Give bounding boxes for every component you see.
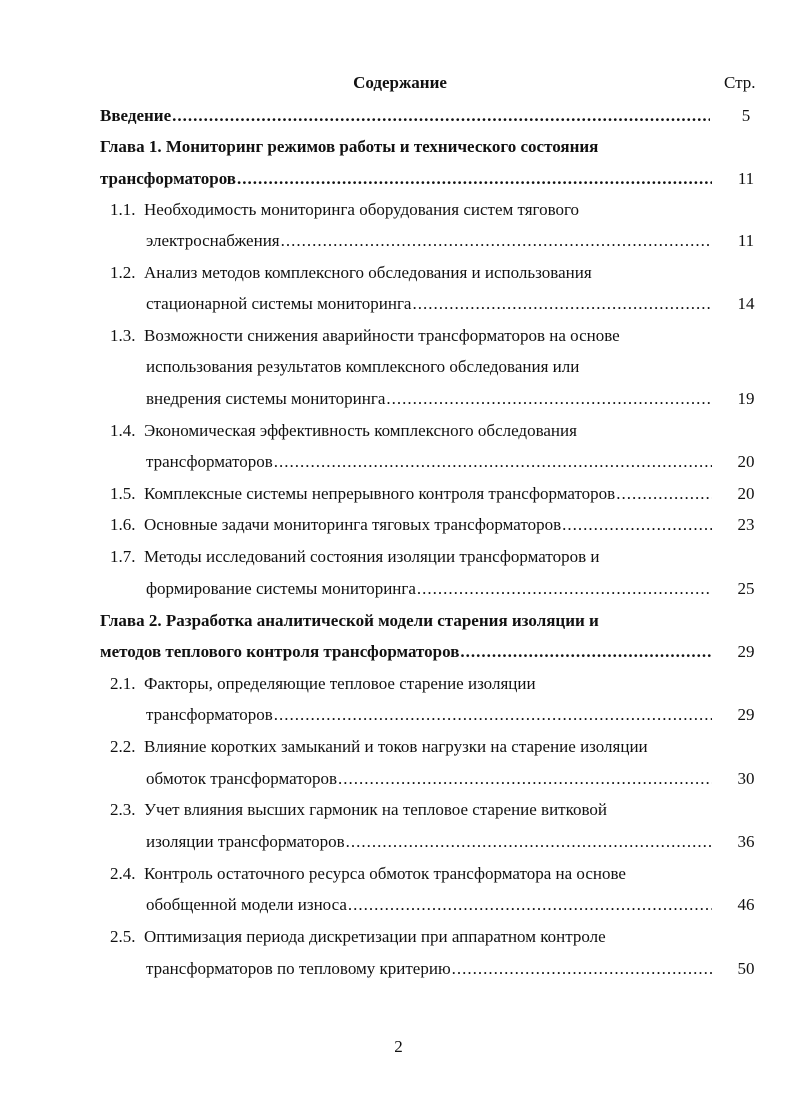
- toc-section-2-4-line1: 2.4. Контроль остаточного ресурса обмоток трансформатора на основе: [110, 861, 710, 887]
- dot-leader: [346, 829, 712, 855]
- page-title: Содержание: [353, 73, 447, 92]
- toc-chapter-2-page: 29: [737, 642, 755, 661]
- section-number: 2.1.: [110, 674, 136, 693]
- toc-section-1-3-page: 19: [737, 389, 755, 408]
- toc-section-2-4-line2: обобщенной модели износа .....: [146, 892, 712, 918]
- dot-leader: [274, 449, 712, 475]
- section-number: 1.3.: [110, 326, 136, 345]
- toc-section-1-2-line1: 1.2. Анализ методов комплексного обследования и использования: [110, 260, 710, 286]
- toc-section-1-2-page: 14: [737, 294, 755, 313]
- dot-leader: [386, 386, 712, 412]
- toc-section-1-2-line2: стационарной системы мониторинга .....: [146, 291, 712, 317]
- dot-leader: [460, 639, 712, 665]
- toc-section-2-4-page: 46: [737, 895, 755, 914]
- toc-section-1-7-line2: формирование системы мониторинга .....: [146, 576, 712, 602]
- dot-leader: [452, 956, 712, 982]
- dot-leader: [616, 481, 712, 507]
- toc-section-1-3-line2: использования результатов комплексного обследования или: [146, 357, 580, 376]
- toc-section-1-1-line1: 1.1. Необходимость мониторинга оборудования систем тягового: [110, 197, 710, 223]
- toc-section-2-5-page: 50: [737, 959, 755, 978]
- toc-section-2-3-line1: 2.3. Учет влияния высших гармоник на тепловое старение витковой: [110, 797, 710, 823]
- toc-entry-intro: [100, 103, 710, 129]
- toc-chapter-1-page: 11: [737, 169, 755, 188]
- toc-entry-intro-page: 5: [741, 106, 751, 125]
- page-number: 2: [394, 1037, 403, 1056]
- toc-entry-intro-text: Введение: [100, 106, 172, 125]
- section-number: 1.2.: [110, 263, 136, 282]
- page-column-header: Стр.: [724, 73, 756, 92]
- toc-section-1-1-page: 11: [737, 231, 755, 250]
- dot-leader: [562, 512, 712, 538]
- toc-chapter-2-line2: методов теплового контроля трансформаторов .....: [100, 639, 712, 665]
- toc-section-1-4-line2: трансформаторов .....: [146, 449, 712, 475]
- section-number: 2.4.: [110, 864, 136, 883]
- dot-leader: [281, 228, 712, 254]
- section-number: 2.5.: [110, 927, 136, 946]
- dot-leader: [172, 103, 710, 129]
- section-number: 1.4.: [110, 421, 136, 440]
- toc-section-2-2-line2: обмоток трансформаторов .....: [146, 766, 712, 792]
- toc-section-1-6-line1: 1.6. Основные задачи мониторинга тяговых трансформаторов .....: [110, 512, 712, 538]
- section-number: 2.3.: [110, 800, 136, 819]
- toc-chapter-1-line1: Глава 1. Мониторинг режимов работы и технического состояния: [100, 137, 599, 156]
- dot-leader: [348, 892, 712, 918]
- toc-section-2-1-line2: трансформаторов .....: [146, 702, 712, 728]
- section-number: 2.2.: [110, 737, 136, 756]
- dot-leader: [237, 166, 712, 192]
- toc-section-1-4-page: 20: [737, 452, 755, 471]
- toc-section-2-5-line1: 2.5. Оптимизация периода дискретизации при аппаратном контроле: [110, 924, 710, 950]
- toc-section-2-1-line1: 2.1. Факторы, определяющие тепловое старение изоляции: [110, 671, 710, 697]
- toc-section-1-5-line1: 1.5. Комплексные системы непрерывного контроля трансформаторов .....: [110, 481, 712, 507]
- dot-leader: [338, 766, 712, 792]
- toc-section-2-2-page: 30: [737, 769, 755, 788]
- section-number: 1.7.: [110, 547, 136, 566]
- toc-section-1-1-line2: электроснабжения .....: [146, 228, 712, 254]
- toc-section-2-3-line2: изоляции трансформаторов .....: [146, 829, 712, 855]
- toc-chapter-1-line2: трансформаторов .....: [100, 166, 712, 192]
- toc-section-1-5-page: 20: [737, 484, 755, 503]
- toc-section-2-2-line1: 2.2. Влияние коротких замыканий и токов нагрузки на старение изоляции: [110, 734, 730, 760]
- section-number: 1.5.: [110, 484, 136, 503]
- toc-section-1-7-page: 25: [737, 579, 755, 598]
- toc-section-1-7-line1: 1.7. Методы исследований состояния изоляции трансформаторов и: [110, 544, 710, 570]
- toc-section-2-5-line2: трансформаторов по тепловому критерию .....: [146, 956, 712, 982]
- toc-section-1-4-line1: 1.4. Экономическая эффективность комплексного обследования: [110, 418, 710, 444]
- section-number: 1.1.: [110, 200, 136, 219]
- toc-section-1-6-page: 23: [737, 515, 755, 534]
- toc-section-1-3-line1: 1.3. Возможности снижения аварийности трансформаторов на основе: [110, 323, 710, 349]
- toc-section-2-1-page: 29: [737, 705, 755, 724]
- toc-section-1-3-line3: внедрения системы мониторинга .....: [146, 386, 712, 412]
- dot-leader: [412, 291, 712, 317]
- section-number: 1.6.: [110, 515, 136, 534]
- dot-leader: [417, 576, 712, 602]
- dot-leader: [274, 702, 712, 728]
- toc-chapter-2-line1: Глава 2. Разработка аналитической модели старения изоляции и: [100, 611, 599, 630]
- toc-section-2-3-page: 36: [737, 832, 755, 851]
